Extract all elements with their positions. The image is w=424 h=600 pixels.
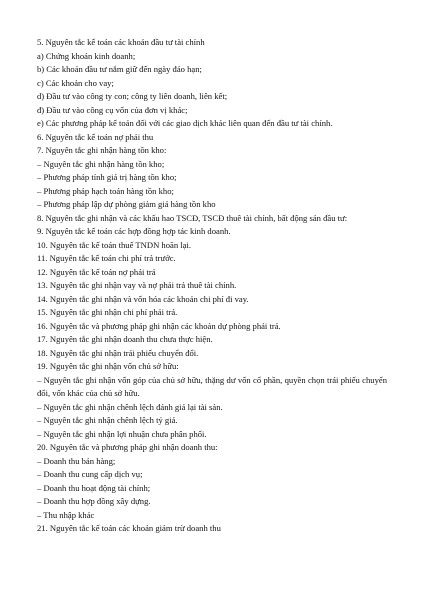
section-heading-accrued-expenses: 15. Nguyên tắc ghi nhận chi phí phải trả. xyxy=(37,307,178,317)
section-heading-receivables: 6. Nguyên tắc kế toán nợ phải thu xyxy=(37,131,154,142)
list-item: – Nguyên tắc ghi nhận chênh lệch đánh giá lại tài sản. xyxy=(37,401,223,412)
list-item: – Nguyên tắc ghi nhận chênh lệch tỷ giá. xyxy=(37,415,178,425)
section-heading-revenue-deductions: 21. Nguyên tắc kế toán các khoản giảm trừ doanh thu xyxy=(37,523,221,533)
section-heading-business-cooperation: 9. Nguyên tắc kế toán các hợp đồng hợp tác kinh doanh. xyxy=(37,226,231,236)
section-heading-fixed-assets: 8. Nguyên tắc ghi nhận và các khấu hao TSCĐ, TSCĐ thuê tài chính, bất động sản đầu tư: xyxy=(37,212,348,223)
list-item: – Doanh thu bán hàng; xyxy=(37,455,116,466)
equity-contribution-paragraph: – Nguyên tắc ghi nhận vốn góp của chủ sở hữu, thặng dư vốn cổ phần, quyền chọn trái phiếu chuyển đổi, vốn khác của chủ sở hữu. xyxy=(37,374,387,398)
list-item: – Nguyên tắc ghi nhận lợi nhuận chưa phân phối. xyxy=(37,428,207,439)
document-body xyxy=(37,36,387,536)
list-item: d) Đầu tư vào công ty con; công ty liên doanh, liên kết; xyxy=(37,91,228,101)
list-item: – Nguyên tắc ghi nhận hàng tồn kho; xyxy=(37,158,165,169)
section-heading-convertible-bonds: 18. Nguyên tắc ghi nhận trái phiếu chuyển đổi. xyxy=(37,347,199,358)
section-heading-loans: 13. Nguyên tắc ghi nhận vay và nợ phải trả thuê tài chính. xyxy=(37,280,237,290)
section-heading-unearned-revenue: 17. Nguyên tắc ghi nhận doanh thu chưa thực hiện. xyxy=(37,334,213,344)
list-item: c) Các khoản cho vay; xyxy=(37,77,114,88)
section-heading-equity: 19. Nguyên tắc ghi nhận vốn chủ sở hữu: xyxy=(37,361,179,371)
section-heading-deferred-tax: 10. Nguyên tắc kế toán thuế TNDN hoãn lại. xyxy=(37,239,192,250)
list-item: – Doanh thu hoạt động tài chính; xyxy=(37,482,151,493)
list-item: – Doanh thu cung cấp dịch vụ; xyxy=(37,469,143,479)
list-item: – Thu nhập khác xyxy=(37,509,95,520)
list-item: – Doanh thu hợp đồng xây dựng. xyxy=(37,496,151,506)
section-heading-revenue: 20. Nguyên tắc và phương pháp ghi nhận doanh thu: xyxy=(37,442,218,452)
section-heading-provisions: 16. Nguyên tắc và phương pháp ghi nhận các khoản dự phòng phải trả. xyxy=(37,320,281,331)
list-item: a) Chứng khoán kinh doanh; xyxy=(37,50,136,61)
section-heading-payables: 12. Nguyên tắc kế toán nợ phải trả xyxy=(37,266,156,277)
section-heading-prepaid-expenses: 11. Nguyên tắc kế toán chi phí trả trước. xyxy=(37,253,176,263)
list-item: e) Các phương pháp kế toán đối với các giao dịch khác liên quan đến đầu tư tài chính. xyxy=(37,118,333,128)
section-heading-borrowing-costs: 14. Nguyên tắc ghi nhận và vốn hóa các khoản chi phí đi vay. xyxy=(37,293,249,304)
section-heading-inventory: 7. Nguyên tắc ghi nhận hàng tồn kho: xyxy=(37,145,167,155)
list-item: – Phương pháp lập dự phòng giảm giá hàng tồn kho xyxy=(37,199,216,209)
section-heading-investments: 5. Nguyên tắc kế toán các khoản đầu tư tài chính xyxy=(37,37,205,47)
list-item: – Phương pháp hạch toán hàng tồn kho; xyxy=(37,185,174,196)
list-item: đ) Đầu tư vào công cụ vốn của đơn vị khác; xyxy=(37,104,188,115)
list-item: b) Các khoản đầu tư nắm giữ đến ngày đáo hạn; xyxy=(37,64,202,74)
list-item: – Phương pháp tính giá trị hàng tồn kho; xyxy=(37,172,177,182)
